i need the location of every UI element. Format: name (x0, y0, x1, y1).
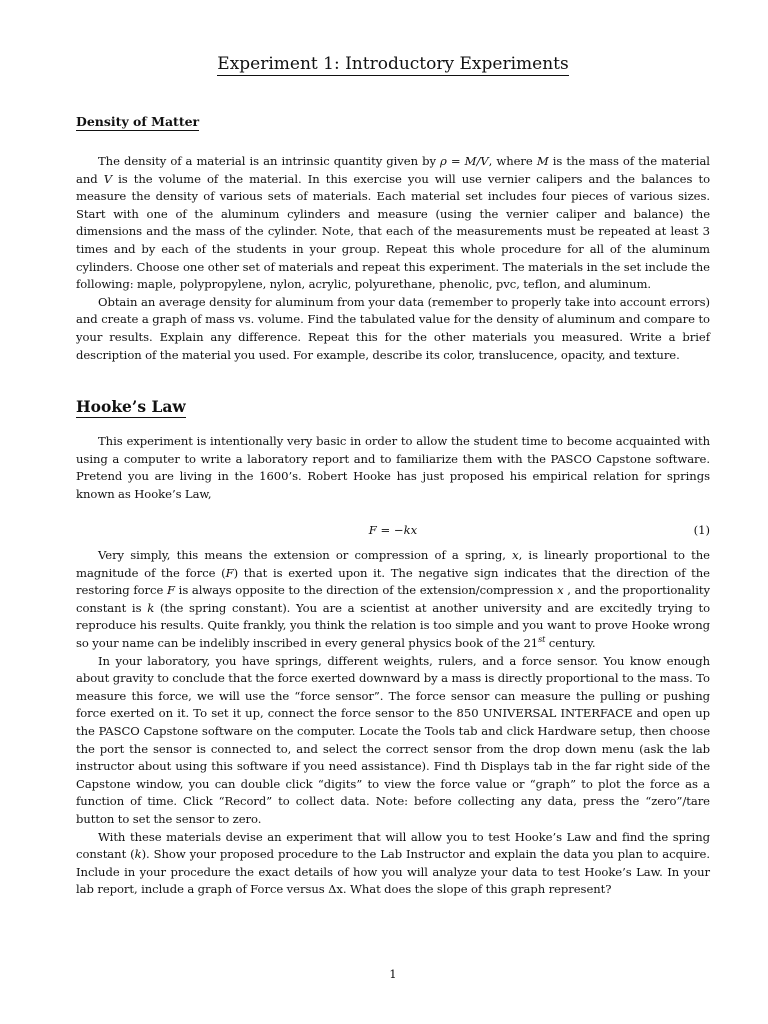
hooke-paragraph-3: In your laboratory, you have springs, different weights, rulers, and a force sensor. You know enough about gravity to conclude that the force exerted downward by a mass is directly proportional to the mass. To measure this force, we will use the “force sensor”. The force sensor can measure the pulling or pushing force exerted on it. To set it up, connect the force sensor to the 850 UNIVERSAL INTERFACE and open up the PASCO Capstone software on the computer. Locate the Tools tab and click Hardware setup, then choose the port the sensor is connected to, and select the correct sensor from the drop down menu (ask the lab instructor about using this software if you need assistance). Find th Displays tab in the far right side of the Capstone window, you can double click “digits” to view the force value or “graph” to plot the force as a function of time. Click “Record” to collect data. Note: before collecting any data, press the “zero”/tare button to set the sensor to zero. (76, 653, 710, 826)
equation-number: (1) (693, 523, 710, 537)
page-number: 1 (389, 967, 397, 981)
section-heading-hookes-law: Hooke’s Law (76, 397, 186, 416)
hooke-paragraph-2: Very simply, this means the extension or compression of a spring, x, is linearly proportional to the magnitude of the force (F) that is exerted upon it. The negative sign indicates that the direction of the restoring force F is always opposite to the direction of the extension/compression x , and the proportionality constant is k (the spring constant). You are a scientist at another university and are excitedly trying to reproduce his results. Quite frankly, you think the relation is too simple and you want to prove Hooke wrong so your name can be indelibly inscribed in every general physics book of the 21st century. (76, 548, 710, 650)
density-paragraph-1: The density of a material is an intrinsic quantity given by ρ = M/V, where M is the mass of the material and V is the volume of the material. In this exercise you will use vernier calipers and the balances to measure the density of various sets of materials. Each material set includes four pieces of various sizes. Start with one of the aluminum cylinders and measure (using the vernier caliper and balance) the dimensions and the mass of the cylinder. Note, that each of the measurements must be repeated at least 3 times and by each of the students in your group. Repeat this whole procedure for all of the aluminum cylinders. Choose one other set of materials and repeat this experiment. The materials in the set include the following: maple, polypropylene, nylon, acrylic, polyurethane, phenolic, pvc, teflon, and aluminum. (76, 154, 711, 292)
density-paragraph-2: Obtain an average density for aluminum from your data (remember to properly take into account errors) and create a graph of mass vs. volume. Find the tabulated value for the density of aluminum and compare to your results. Explain any difference. Repeat this for the other materials you measured. Write a brief description of the material you used. For example, describe its color, translucence, opacity, and texture. (76, 294, 710, 362)
density-section-body (76, 153, 710, 364)
hooke-paragraph-1: This experiment is intentionally very basic in order to allow the student time to become acquainted with using a computer to write a laboratory report and to familiarize them with the PASCO Capstone software. Pretend you are living in the 1600’s. Robert Hooke has just proposed his empirical relation for springs known as Hooke’s Law, (76, 434, 710, 501)
title-text: Experiment 1: Introductory Experiments (217, 54, 569, 74)
section-heading-density: Density of Matter (76, 114, 200, 129)
hooke-section-body (76, 547, 710, 899)
page-title (76, 53, 710, 75)
equation-body: F = −kx (368, 523, 418, 537)
equation-hookes-law (76, 521, 710, 539)
hooke-paragraph-4: With these materials devise an experiment that will allow you to test Hooke’s Law and find the spring constant (k). Show your proposed procedure to the Lab Instructor and explain the data you plan to acquire. Include in your procedure the exact details of how you will analyze your data to test Hooke’s Law. In your lab report, include a graph of Force versus Δx. What does the slope of this graph represent? (76, 829, 710, 897)
hooke-intro (76, 433, 710, 503)
